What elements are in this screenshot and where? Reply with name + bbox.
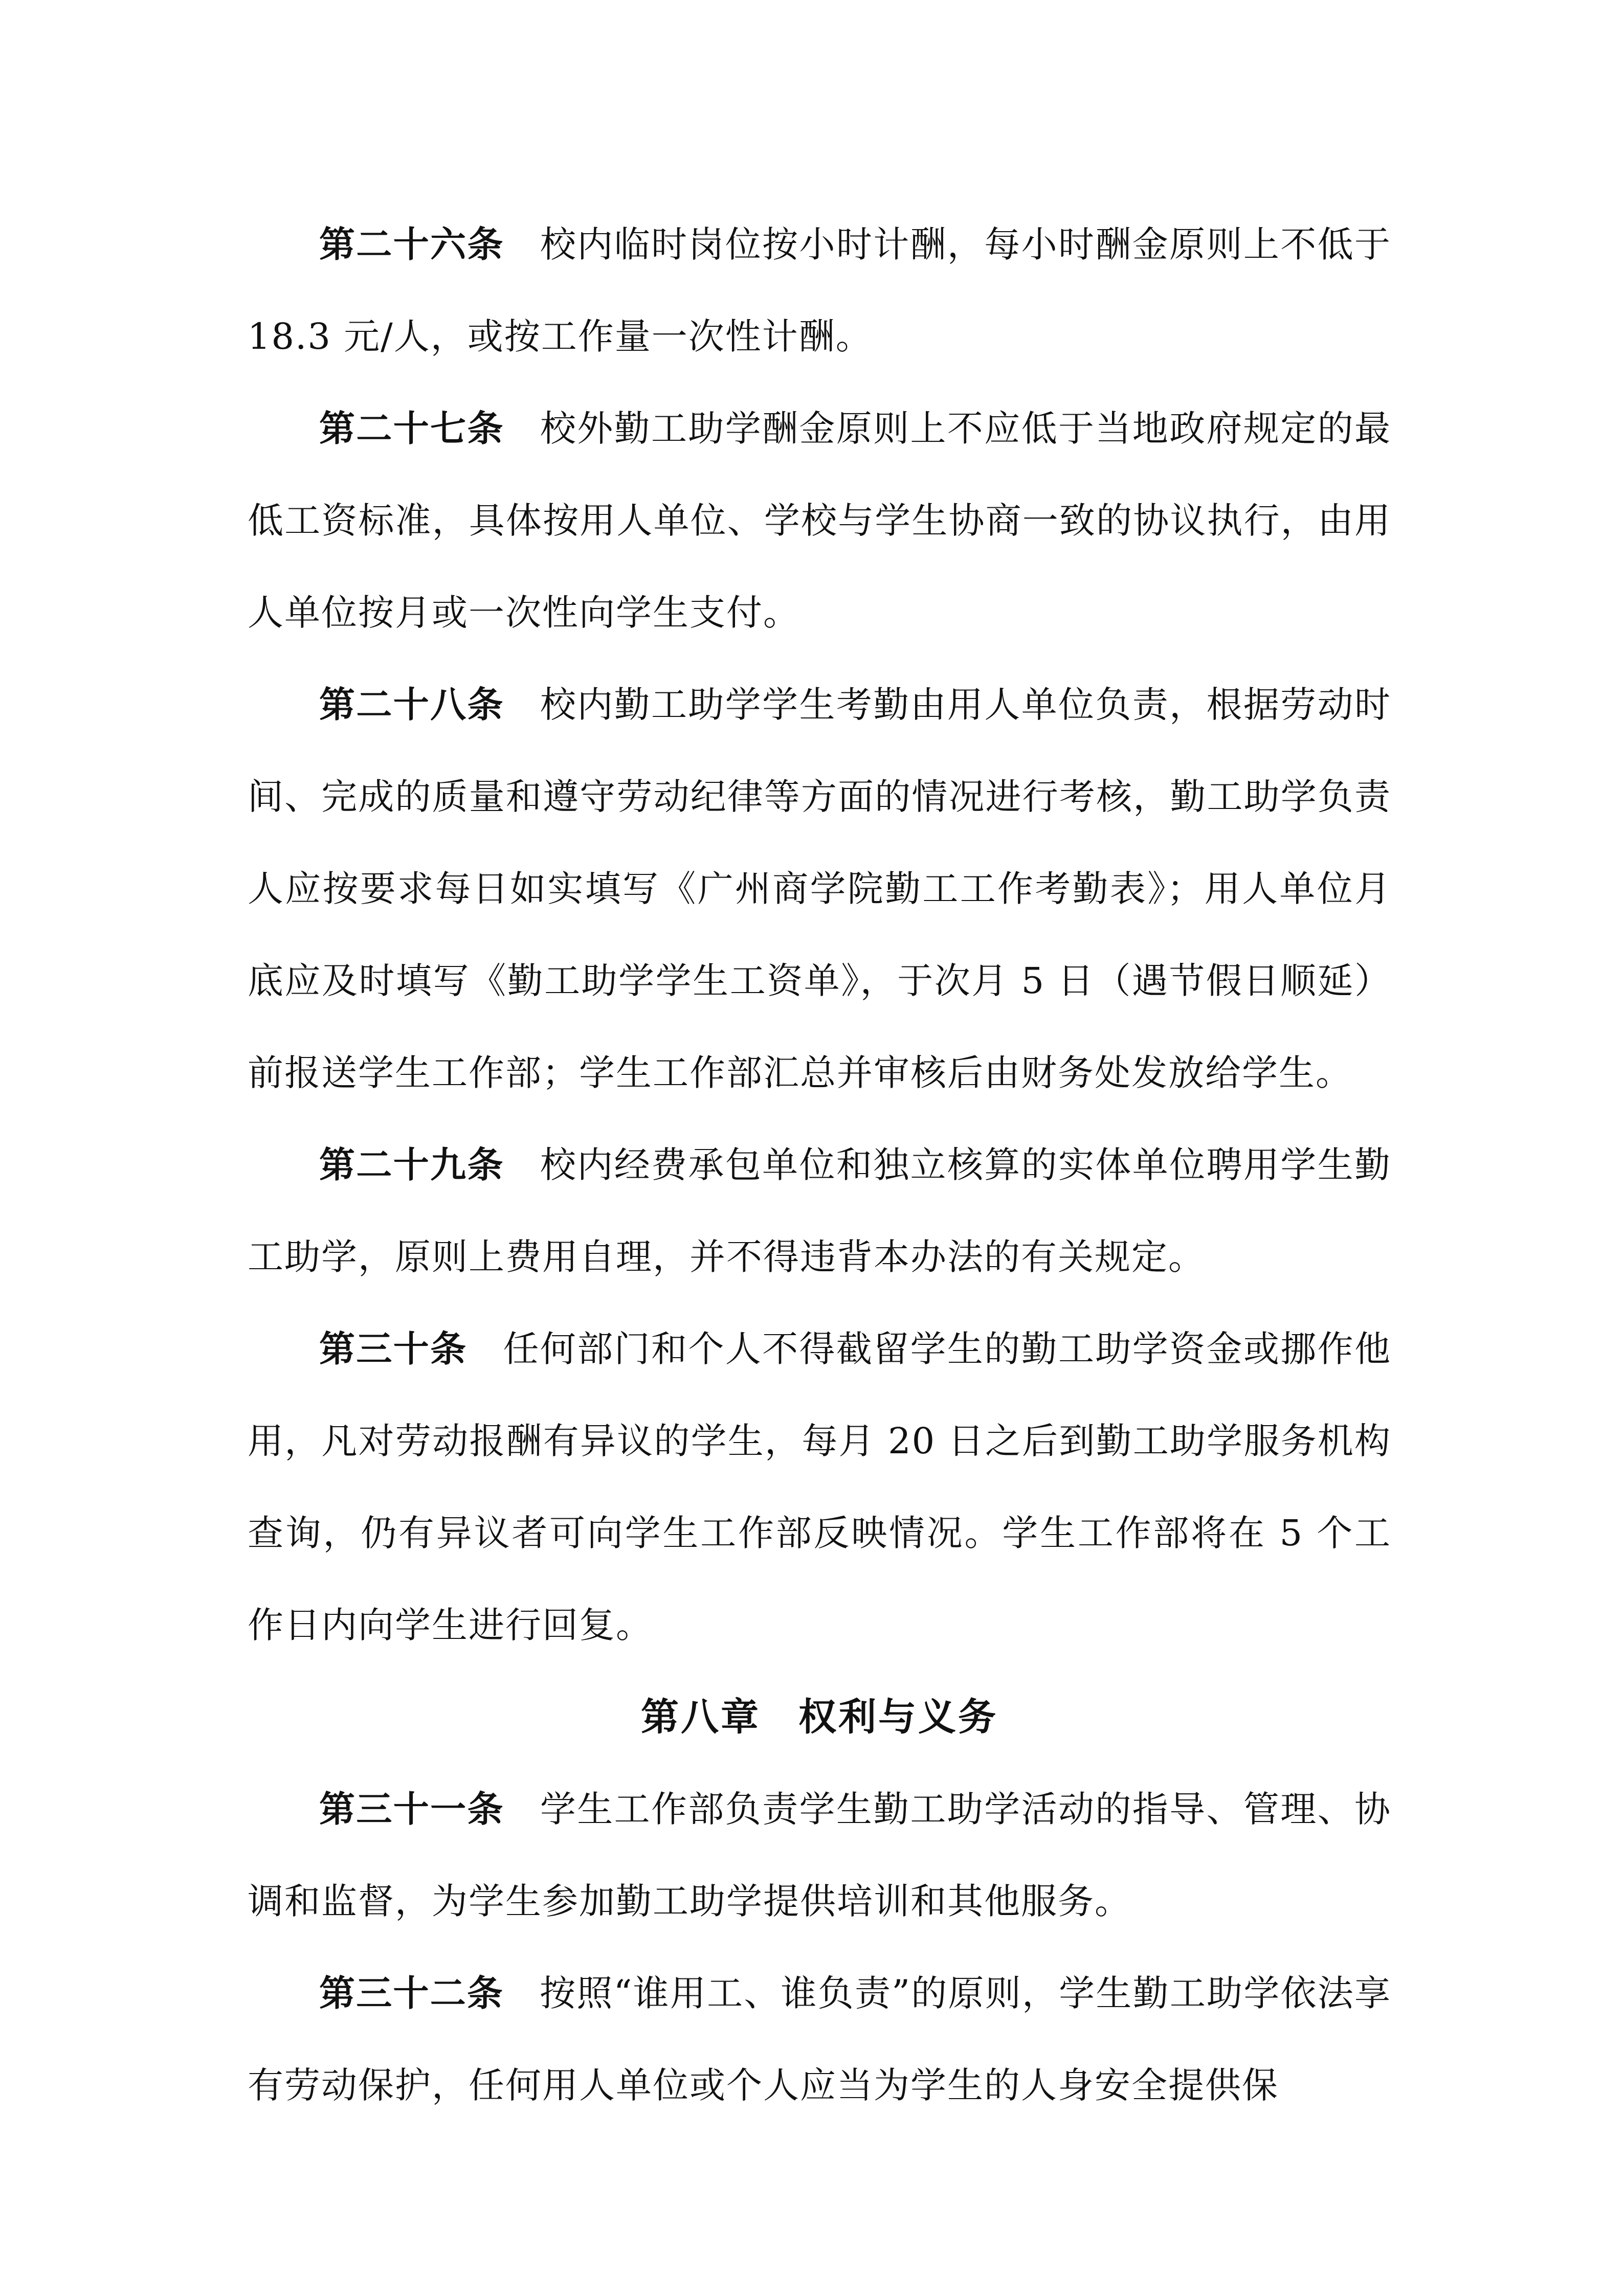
article-label: 第三十一条 xyxy=(319,1788,504,1830)
article-text: 校内勤工助学学生考勤由用人单位负责，根据劳动时间、完成的质量和遵守劳动纪律等方面的情况进行考核，勤工助学负责人应按要求每日如实填写《广州商学院勤工工作考勤表》；用人单位月底应及时填写《勤工助学学生工资单》，于次月 5 日（遇节假日顺延）前报送学生工作部；学生工作部汇总并审核后由财务处发放给学生。 xyxy=(248,684,1392,1094)
article-text: 校内临时岗位按小时计酬，每小时酬金原则上不低于 18.3 元/人，或按工作量一次性计酬。 xyxy=(248,223,1392,357)
chapter-number: 第八章 xyxy=(641,1695,761,1739)
article-label: 第三十条 xyxy=(319,1328,468,1370)
article-31 xyxy=(248,1763,1391,1947)
article-text: 校内经费承包单位和独立核算的实体单位聘用学生勤工助学，原则上费用自理，并不得违背本办法的有关规定。 xyxy=(248,1144,1392,1278)
chapter-heading xyxy=(248,1671,1391,1763)
article-label: 第二十九条 xyxy=(319,1144,504,1186)
article-27 xyxy=(248,382,1391,659)
article-label: 第二十六条 xyxy=(319,223,504,265)
article-26 xyxy=(248,198,1391,382)
chapter-title: 权利与义务 xyxy=(798,1695,998,1739)
article-label: 第三十二条 xyxy=(319,1972,504,2014)
article-label: 第二十七条 xyxy=(319,408,504,449)
article-30 xyxy=(248,1303,1391,1671)
article-text: 校外勤工助学酬金原则上不应低于当地政府规定的最低工资标准，具体按用人单位、学校与学生协商一致的协议执行，由用人单位按月或一次性向学生支付。 xyxy=(248,408,1392,634)
article-32 xyxy=(248,1947,1391,2131)
article-text: 按照“谁用工、谁负责”的原则，学生勤工助学依法享有劳动保护，任何用人单位或个人应当为学生的人身安全提供保 xyxy=(248,1972,1392,2106)
article-label: 第二十八条 xyxy=(319,684,504,726)
article-29 xyxy=(248,1119,1391,1303)
article-28 xyxy=(248,659,1391,1119)
document-body xyxy=(248,198,1391,2131)
article-text: 任何部门和个人不得截留学生的勤工助学资金或挪作他用，凡对劳动报酬有异议的学生，每月 20 日之后到勤工助学服务机构查询，仍有异议者可向学生工作部反映情况。学生工作部将在 5 个工作日内向学生进行回复。 xyxy=(248,1328,1392,1646)
article-text: 学生工作部负责学生勤工助学活动的指导、管理、协调和监督，为学生参加勤工助学提供培训和其他服务。 xyxy=(248,1788,1392,1922)
